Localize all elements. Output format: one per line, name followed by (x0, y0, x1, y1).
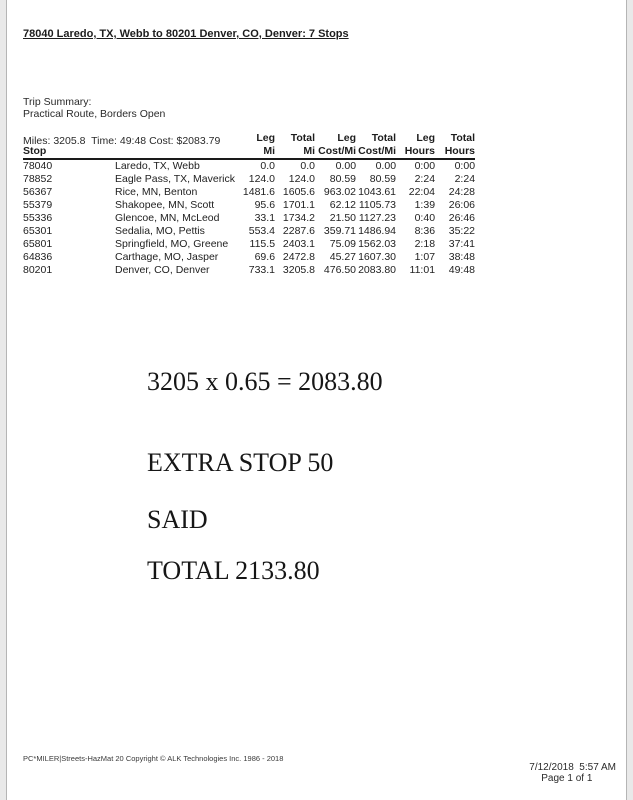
total-mi-cell: 1701.1 (282, 199, 316, 211)
table-row (23, 238, 475, 251)
leg-mi-cell: 0.0 (260, 160, 276, 172)
route-note: Practical Route, Borders Open (23, 108, 166, 120)
leg-cost-cell: 62.12 (329, 199, 357, 211)
leg-mi-cell: 115.5 (249, 238, 276, 250)
col-header-total-mi: Total (290, 132, 316, 144)
cost-annotations (147, 314, 383, 638)
table-row (23, 212, 475, 225)
leg-cost-cell: 0.00 (335, 160, 357, 172)
leg-cost-cell: 21.50 (329, 212, 357, 224)
total-mi-cell: 1734.2 (282, 212, 316, 224)
leg-hours-cell: 22:04 (408, 186, 436, 198)
stop-code-cell: 55336 (23, 212, 53, 224)
leg-mi-cell: 69.6 (254, 251, 276, 263)
stops-table-body (23, 159, 475, 277)
table-header-row-1 (23, 132, 475, 145)
leg-mi-cell: 124.0 (248, 173, 276, 185)
total-mi-cell: 0.0 (300, 160, 316, 172)
leg-cost-cell: 963.02 (323, 186, 357, 198)
col-header-total-cost: Total (371, 132, 397, 144)
col-subheader-hours-1: Hours (396, 145, 435, 159)
table-row (23, 264, 475, 277)
leg-cost-cell: 75.09 (329, 238, 357, 250)
table-row (23, 251, 475, 264)
leg-hours-cell: 2:18 (414, 238, 436, 250)
leg-hours-cell: 0:00 (414, 160, 436, 172)
total-hours-cell: 37:41 (448, 238, 476, 250)
stop-code-cell: 55379 (23, 199, 53, 211)
total-cost-cell: 1127.23 (358, 212, 397, 224)
stop-code-cell: 56367 (23, 186, 53, 198)
stops-table (23, 132, 475, 277)
document-page (6, 0, 627, 800)
leg-hours-cell: 8:36 (414, 225, 436, 237)
total-hours-cell: 26:46 (448, 212, 476, 224)
location-cell: Glencoe, MN, McLeod (115, 212, 220, 224)
location-cell: Shakopee, MN, Scott (115, 199, 215, 211)
total-hours-cell: 38:48 (448, 251, 476, 263)
header-spacer (23, 132, 235, 145)
table-row (23, 186, 475, 199)
total-mi-cell: 2403.1 (282, 238, 316, 250)
leg-hours-cell: 1:07 (414, 251, 436, 263)
col-subheader-mi-1: Mi (235, 145, 275, 159)
said-annotation: SAID (147, 505, 208, 534)
total-mi-cell: 1605.6 (282, 186, 316, 198)
col-header-leg-cost: Leg (337, 132, 357, 144)
leg-cost-cell: 45.27 (329, 251, 357, 263)
leg-cost-cell: 476.50 (323, 264, 357, 276)
total-hours-cell: 2:24 (454, 173, 476, 185)
total-mi-cell: 124.0 (288, 173, 316, 185)
leg-hours-cell: 0:40 (414, 212, 436, 224)
total-cost-cell: 1607.30 (358, 251, 397, 263)
location-cell: Rice, MN, Benton (115, 186, 198, 198)
total-cost-cell: 1486.94 (358, 225, 397, 237)
report-title: 78040 Laredo, TX, Webb to 80201 Denver, CO, Denver: 7 Stops (23, 28, 349, 40)
total-mi-cell: 2287.6 (282, 225, 316, 237)
total-hours-cell: 24:28 (448, 186, 476, 198)
leg-hours-cell: 1:39 (414, 199, 436, 211)
footer-right (518, 751, 616, 795)
leg-mi-cell: 733.1 (248, 264, 276, 276)
total-mi-cell: 3205.8 (282, 264, 316, 276)
calc-annotation: 3205 x 0.65 = 2083.80 (147, 367, 383, 396)
table-row (23, 159, 475, 173)
leg-mi-cell: 553.4 (248, 225, 276, 237)
stop-code-cell: 80201 (23, 264, 53, 276)
table-row (23, 173, 475, 186)
stop-code-cell: 78040 (23, 160, 53, 172)
location-cell: Denver, CO, Denver (115, 264, 210, 276)
total-cost-cell: 1105.73 (358, 199, 397, 211)
col-subheader-costmi-1: Cost/Mi (315, 145, 356, 159)
total-annotation: TOTAL 2133.80 (147, 556, 320, 585)
stop-code-cell: 64836 (23, 251, 53, 263)
col-header-stop: Stop (23, 145, 235, 159)
leg-mi-cell: 1481.6 (242, 186, 276, 198)
total-hours-cell: 35:22 (448, 225, 476, 237)
total-cost-cell: 1043.61 (358, 186, 397, 198)
col-subheader-hours-2: Hours (435, 145, 475, 159)
total-mi-cell: 2472.8 (282, 251, 316, 263)
leg-mi-cell: 95.6 (254, 199, 276, 211)
total-cost-cell: 80.59 (369, 173, 397, 185)
table-header-row-2 (23, 145, 475, 159)
stop-code-cell: 65301 (23, 225, 53, 237)
location-cell: Laredo, TX, Webb (115, 160, 200, 172)
extra-stop-annotation: EXTRA STOP 50 (147, 448, 334, 477)
footer-page-number: Page 1 of 1 (541, 773, 593, 784)
total-hours-cell: 49:48 (448, 264, 476, 276)
col-subheader-costmi-2: Cost/Mi (356, 145, 396, 159)
total-cost-cell: 0.00 (375, 160, 397, 172)
stop-code-cell: 65801 (23, 238, 53, 250)
total-cost-cell: 2083.80 (358, 264, 397, 276)
footer-copyright: PC*MILER|Streets-HazMat 20 Copyright © ALK Technologies Inc. 1986 - 2018 (23, 754, 284, 763)
col-header-total-hours: Total (450, 132, 476, 144)
trip-summary-details: Miles: 3205.8 Time: 49:48 Cost: $2083.79 (23, 135, 221, 147)
leg-cost-cell: 359.71 (323, 225, 357, 237)
location-cell: Carthage, MO, Jasper (115, 251, 219, 263)
leg-cost-cell: 80.59 (329, 173, 357, 185)
table-row (23, 199, 475, 212)
location-cell: Springfield, MO, Greene (115, 238, 229, 250)
col-subheader-mi-2: Mi (275, 145, 315, 159)
leg-hours-cell: 2:24 (414, 173, 436, 185)
location-cell: Sedalia, MO, Pettis (115, 225, 205, 237)
total-hours-cell: 26:06 (448, 199, 476, 211)
footer-datetime: 7/12/2018 5:57 AM (529, 762, 616, 773)
trip-summary-label: Trip Summary: (23, 96, 92, 108)
stop-code-cell: 78852 (23, 173, 53, 185)
location-cell: Eagle Pass, TX, Maverick (115, 173, 236, 185)
total-cost-cell: 1562.03 (358, 238, 397, 250)
total-hours-cell: 0:00 (454, 160, 476, 172)
col-header-leg-hours: Leg (416, 132, 436, 144)
leg-mi-cell: 33.1 (254, 212, 276, 224)
table-row (23, 225, 475, 238)
col-header-leg-mi: Leg (256, 132, 276, 144)
leg-hours-cell: 11:01 (409, 264, 436, 276)
